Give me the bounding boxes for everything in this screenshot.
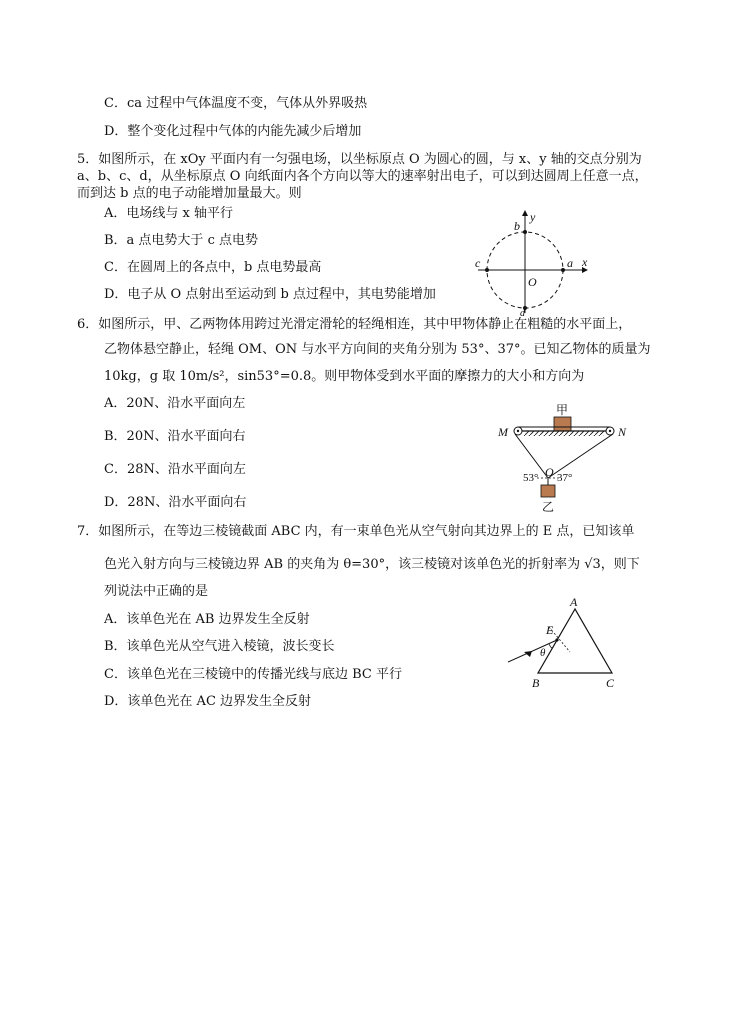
q7-stem-line3: 列说法中正确的是 <box>104 584 209 599</box>
q7-option-a: A．该单色光在 AB 边界发生全反射 <box>104 612 310 627</box>
table-hatch <box>524 431 604 436</box>
incident-ray <box>508 640 557 662</box>
label-b: B <box>532 676 540 690</box>
block-jia <box>554 417 571 431</box>
q7-prism-figure <box>500 592 630 692</box>
label-y: y <box>530 210 536 224</box>
label-angle-37: 37° <box>557 472 573 484</box>
q6-stem-line1: 6．如图所示，甲、乙两物体用跨过光滑定滑轮的轻绳相连，其中甲物体静止在粗糙的水平面上， <box>77 317 632 332</box>
pulley-n-center <box>609 430 611 432</box>
q5-circle-figure <box>470 208 600 318</box>
point-a <box>561 268 565 272</box>
label-b: b <box>514 219 520 233</box>
label-o: O <box>528 275 537 289</box>
label-c: c <box>475 256 481 270</box>
prism-triangle <box>538 609 612 673</box>
q5-option-c: C．在圆周上的各点中，b 点电势最高 <box>104 260 322 275</box>
block-yi <box>541 485 555 497</box>
q6-option-d: D．28N、沿水平面向右 <box>104 495 247 510</box>
label-e: E <box>546 623 554 637</box>
q6-pulley-figure <box>490 400 640 515</box>
label-a: A <box>570 595 578 609</box>
point-b <box>523 230 527 234</box>
q5-stem-line3: 而到达 b 点的电子动能增加量最大。则 <box>77 186 302 201</box>
label-n: N <box>618 425 627 439</box>
q5-option-a: A．电场线与 x 轴平行 <box>104 206 233 221</box>
label-m: M <box>498 425 508 439</box>
label-x: x <box>582 255 588 269</box>
q7-option-c: C．该单色光在三棱镜中的传播光线与底边 BC 平行 <box>104 667 402 682</box>
q5-option-b: B．a 点电势大于 c 点电势 <box>104 233 258 248</box>
q5-stem-line2: a、b、c、d，从坐标原点 O 向纸面内各个方向以等大的速率射出电子，可以到达圆周上任意一点， <box>77 169 648 184</box>
label-c: C <box>606 676 615 690</box>
label-jia: 甲 <box>556 403 569 417</box>
q6-option-c: C．28N、沿水平面向左 <box>104 462 246 477</box>
label-a: a <box>567 256 573 270</box>
q7-stem-line1: 7．如图所示，在等边三棱镜截面 ABC 内，有一束单色光从空气射向其边界上的 E 点，已知该单 <box>77 524 635 539</box>
label-angle-53: 53° <box>523 472 539 484</box>
label-d: d <box>520 308 525 318</box>
q5-option-d: D．电子从 O 点射出至运动到 b 点过程中，其电势能增加 <box>104 287 436 302</box>
label-yi: 乙 <box>542 500 555 514</box>
q6-option-b: B．20N、沿水平面向右 <box>104 429 246 444</box>
q6-option-a: A．20N、沿水平面向左 <box>104 396 246 411</box>
q6-stem-line2: 乙物体悬空静止，轻绳 OM、ON 与水平方向间的夹角分别为 53°、37°。已知乙物体的质量为 <box>104 342 651 357</box>
prev-option-d: D．整个变化过程中气体的内能先减少后增加 <box>104 124 362 139</box>
q7-stem-line2: 色光入射方向与三棱镜边界 AB 的夹角为 θ=30°，该三棱镜对该单色光的折射率为 √3，则下 <box>104 557 640 572</box>
y-axis-arrow-icon <box>522 210 528 216</box>
q6-stem-line3: 10kg，g 取 10m/s²，sin53°=0.8。则甲物体受到水平面的摩擦力的大小和方向为 <box>104 369 585 384</box>
q7-option-d: D．该单色光在 AC 边界发生全反射 <box>104 694 312 709</box>
q5-stem-line1: 5．如图所示，在 xOy 平面内有一匀强电场，以坐标原点 O 为圆心的圆，与 x、y 轴的交点分别为 <box>77 152 642 167</box>
angle-arc <box>549 644 553 648</box>
label-o: O <box>545 465 554 479</box>
prev-option-c: C．ca 过程中气体温度不变，气体从外界吸热 <box>104 96 368 111</box>
pulley-m-center <box>517 430 519 432</box>
label-theta: θ <box>540 647 546 659</box>
point-e <box>555 638 558 641</box>
point-c <box>485 268 489 272</box>
q7-option-b: B．该单色光从空气进入棱镜，波长变长 <box>104 639 335 654</box>
